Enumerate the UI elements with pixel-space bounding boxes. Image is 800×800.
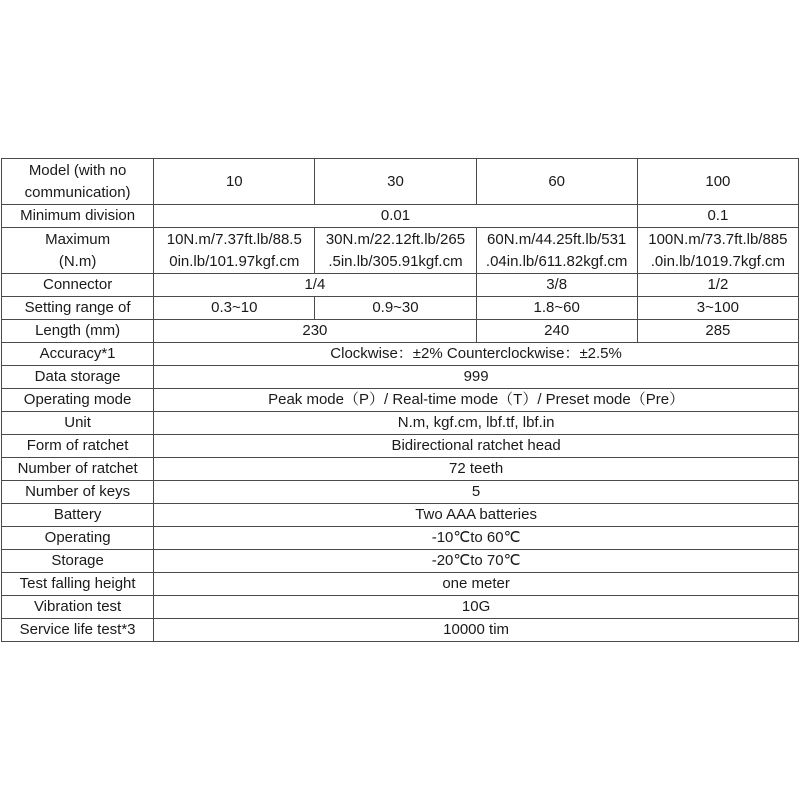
min-division-value: 0.01	[154, 205, 638, 228]
connector-value: 1/2	[637, 274, 798, 297]
row-value: Bidirectional ratchet head	[154, 435, 799, 458]
length-row	[2, 320, 799, 343]
row-value: 5	[154, 481, 799, 504]
connector-value: 3/8	[476, 274, 637, 297]
connector-row	[2, 274, 799, 297]
maximum-line: .04in.lb/611.82kgf.cm	[485, 252, 628, 270]
spec-table	[1, 158, 799, 642]
model-60: 60	[476, 159, 637, 205]
row-value: 10G	[154, 596, 799, 619]
maximum-line: 60N.m/44.25ft.lb/531	[487, 230, 627, 248]
row-label: Number of keys	[2, 481, 154, 504]
maximum-line: 100N.m/73.7ft.lb/885	[648, 230, 788, 248]
maximum-label-line: Maximum	[45, 230, 111, 248]
model-100: 100	[637, 159, 798, 205]
setting-range-value: 0.9~30	[315, 297, 476, 320]
row-value: Peak mode（P）/ Real-time mode（T）/ Preset mode（Pre）	[154, 389, 799, 412]
spec-row	[2, 389, 799, 412]
maximum-line: 10N.m/7.37ft.lb/88.5	[166, 230, 302, 248]
maximum-label-line: (N.m)	[58, 252, 97, 270]
maximum-value	[476, 228, 637, 274]
row-label: Connector	[2, 274, 154, 297]
setting-range-value: 0.3~10	[154, 297, 315, 320]
row-value: N.m, kgf.cm, lbf.tf, lbf.in	[154, 412, 799, 435]
spec-row	[2, 550, 799, 573]
maximum-row	[2, 228, 799, 274]
spec-row	[2, 412, 799, 435]
model-30: 30	[315, 159, 476, 205]
setting-range-value: 3~100	[637, 297, 798, 320]
row-label: Accuracy*1	[2, 343, 154, 366]
row-value: -10℃to 60℃	[154, 527, 799, 550]
spec-row	[2, 619, 799, 642]
row-value: 72 teeth	[154, 458, 799, 481]
row-value: one meter	[154, 573, 799, 596]
row-label: Number of ratchet	[2, 458, 154, 481]
row-label: Operating	[2, 527, 154, 550]
maximum-line: 0in.lb/101.97kgf.cm	[169, 252, 300, 270]
header-row	[2, 159, 799, 205]
row-label: Vibration test	[2, 596, 154, 619]
model-10: 10	[154, 159, 315, 205]
spec-row	[2, 343, 799, 366]
row-label	[2, 228, 154, 274]
maximum-line: .0in.lb/1019.7kgf.cm	[650, 252, 785, 270]
maximum-value	[315, 228, 476, 274]
length-value: 240	[476, 320, 637, 343]
row-value: 10000 tim	[154, 619, 799, 642]
maximum-line: .5in.lb/305.91kgf.cm	[328, 252, 463, 270]
row-label: Battery	[2, 504, 154, 527]
connector-value: 1/4	[154, 274, 476, 297]
min-division-value: 0.1	[637, 205, 798, 228]
maximum-value	[154, 228, 315, 274]
spec-row	[2, 481, 799, 504]
header-label: Model (with no communication)	[2, 159, 154, 205]
row-label: Operating mode	[2, 389, 154, 412]
row-label: Setting range of	[2, 297, 154, 320]
row-label: Minimum division	[2, 205, 154, 228]
spec-row	[2, 458, 799, 481]
row-value: Two AAA batteries	[154, 504, 799, 527]
row-value: 999	[154, 366, 799, 389]
setting-range-row	[2, 297, 799, 320]
setting-range-value: 1.8~60	[476, 297, 637, 320]
row-label: Length (mm)	[2, 320, 154, 343]
maximum-value	[637, 228, 798, 274]
spec-row	[2, 573, 799, 596]
row-label: Data storage	[2, 366, 154, 389]
length-value: 230	[154, 320, 476, 343]
min-division-row	[2, 205, 799, 228]
maximum-line: 30N.m/22.12ft.lb/265	[325, 230, 466, 248]
row-label: Storage	[2, 550, 154, 573]
row-label: Unit	[2, 412, 154, 435]
row-label: Form of ratchet	[2, 435, 154, 458]
length-value: 285	[637, 320, 798, 343]
row-value: -20℃to 70℃	[154, 550, 799, 573]
spec-row	[2, 596, 799, 619]
spec-row	[2, 504, 799, 527]
row-label: Service life test*3	[2, 619, 154, 642]
spec-row	[2, 366, 799, 389]
row-label: Test falling height	[2, 573, 154, 596]
row-value: Clockwise：±2% Counterclockwise：±2.5%	[154, 343, 799, 366]
spec-row	[2, 435, 799, 458]
spec-row	[2, 527, 799, 550]
